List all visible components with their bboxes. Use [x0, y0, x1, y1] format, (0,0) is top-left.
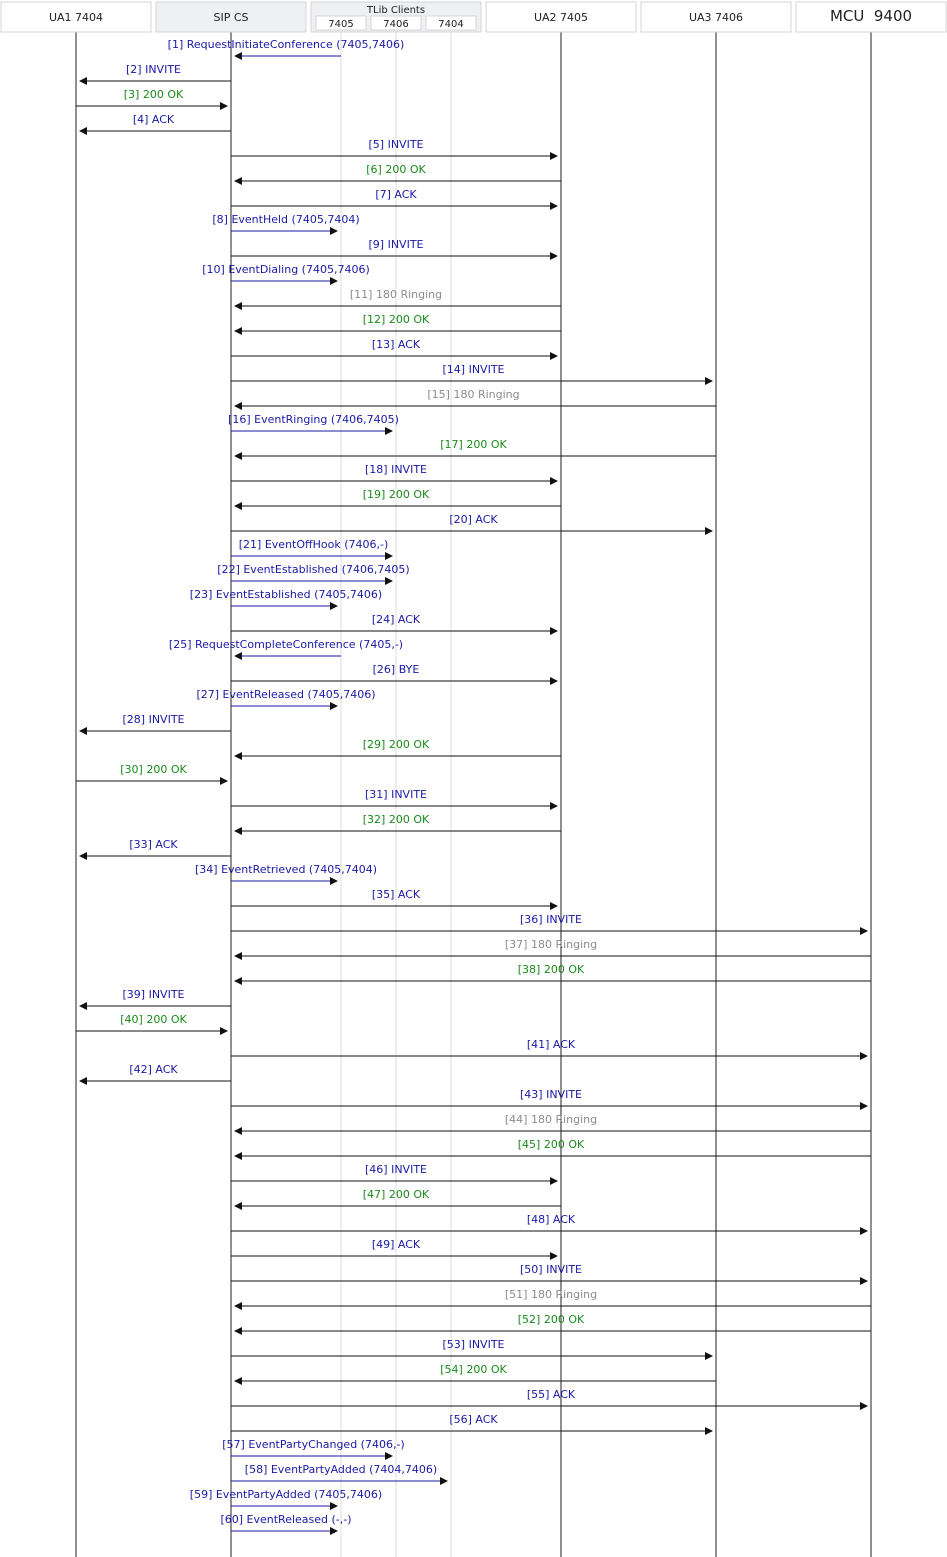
participant-sip-label: SIP CS [213, 11, 249, 24]
message-label: [49] ACK [371, 1238, 421, 1251]
message-40 [76, 1013, 227, 1031]
message-25 [169, 638, 403, 656]
message-label: [16] EventRinging (7406,7405) [228, 413, 399, 426]
message-label: [42] ACK [129, 1063, 178, 1076]
message-11 [235, 288, 561, 306]
message-label: [34] EventRetrieved (7405,7404) [195, 863, 377, 876]
message-5 [231, 138, 557, 156]
message-2 [80, 63, 231, 81]
message-label: [14] INVITE [442, 363, 505, 376]
message-22 [217, 563, 409, 581]
message-15 [235, 388, 716, 406]
participant-tlib-label: TLib Clients [366, 5, 426, 16]
message-label: [60] EventReleased (-,-) [220, 1513, 352, 1526]
message-47 [235, 1188, 561, 1206]
message-49 [231, 1238, 557, 1256]
message-56 [231, 1413, 712, 1431]
message-label: [22] EventEstablished (7406,7405) [217, 563, 410, 576]
message-label: [38] 200 OK [517, 963, 585, 976]
message-51 [235, 1288, 871, 1306]
message-19 [235, 488, 561, 506]
message-label: [26] BYE [372, 663, 420, 676]
participant-ua2 [486, 2, 636, 32]
message-label: [8] EventHeld (7405,7404) [212, 213, 360, 226]
message-4 [80, 113, 231, 131]
message-10 [202, 263, 370, 281]
message-label: [6] 200 OK [366, 163, 426, 176]
message-23 [190, 588, 382, 606]
message-1 [168, 38, 405, 56]
message-30 [76, 763, 227, 781]
message-6 [235, 163, 561, 181]
participant-t7406-label: 7406 [383, 19, 409, 30]
message-label: [37] 180 Ringing [504, 938, 598, 951]
message-label: [58] EventPartyAdded (7404,7406) [244, 1463, 438, 1476]
message-label: [2] INVITE [126, 63, 181, 76]
participant-mcu-label: MCU 9400 [829, 7, 913, 25]
message-3 [76, 88, 227, 106]
message-7 [231, 188, 557, 206]
message-33 [80, 838, 231, 856]
message-58 [231, 1463, 447, 1481]
message-label: [33] ACK [129, 838, 178, 851]
message-12 [235, 313, 561, 331]
message-label: [57] EventPartyChanged (7406,-) [222, 1438, 405, 1451]
message-label: [27] EventReleased (7405,7406) [196, 688, 376, 701]
message-label: [19] 200 OK [362, 488, 430, 501]
message-55 [231, 1388, 867, 1406]
participant-ua3-label: UA3 7406 [688, 11, 744, 24]
message-59 [190, 1488, 382, 1506]
message-label: [1] RequestInitiateConference (7405,7406) [167, 38, 405, 51]
message-label: [35] ACK [371, 888, 421, 901]
message-label: [30] 200 OK [120, 763, 187, 776]
participant-t7404-label: 7404 [438, 19, 464, 30]
message-52 [235, 1313, 871, 1331]
message-38 [235, 963, 871, 981]
participant-ua3 [641, 2, 791, 32]
message-label: [28] INVITE [122, 713, 185, 726]
message-36 [231, 913, 867, 931]
message-8 [212, 213, 359, 231]
message-21 [231, 538, 392, 556]
participant-t7405-label: 7405 [328, 19, 354, 30]
message-48 [231, 1213, 867, 1231]
message-60 [220, 1513, 351, 1531]
message-label: [31] INVITE [365, 788, 427, 801]
message-label: [45] 200 OK [517, 1138, 585, 1151]
message-label: [56] ACK [449, 1413, 498, 1426]
message-label: [48] ACK [526, 1213, 576, 1226]
message-16 [228, 413, 399, 431]
message-34 [195, 863, 377, 881]
message-9 [231, 238, 557, 256]
message-label: [51] 180 Ringing [504, 1288, 598, 1301]
message-28 [80, 713, 231, 731]
message-label: [21] EventOffHook (7406,-) [238, 538, 389, 551]
message-53 [231, 1338, 712, 1356]
message-45 [235, 1138, 871, 1156]
message-label: [4] ACK [132, 113, 175, 126]
message-29 [235, 738, 561, 756]
message-54 [235, 1363, 716, 1381]
message-label: [44] 180 Ringing [504, 1113, 598, 1126]
message-32 [235, 813, 561, 831]
message-label: [55] ACK [526, 1388, 576, 1401]
message-label: [32] 200 OK [362, 813, 430, 826]
message-26 [231, 663, 557, 681]
message-44 [235, 1113, 871, 1131]
message-label: [15] 180 Ringing [427, 388, 520, 401]
participant-sip [156, 2, 306, 32]
message-18 [231, 463, 557, 481]
message-label: [52] 200 OK [517, 1313, 585, 1326]
message-24 [231, 613, 557, 631]
message-label: [50] INVITE [520, 1263, 582, 1276]
message-label: [25] RequestCompleteConference (7405,-) [168, 638, 404, 651]
participant-ua2-label: UA2 7405 [533, 11, 589, 24]
participant-mcu [796, 2, 946, 32]
participant-ua1 [1, 2, 151, 32]
message-39 [80, 988, 231, 1006]
message-label: [20] ACK [449, 513, 498, 526]
message-label: [3] 200 OK [123, 88, 184, 101]
message-label: [54] 200 OK [440, 1363, 507, 1376]
message-label: [13] ACK [371, 338, 421, 351]
participant-ua1-label: UA1 7404 [48, 11, 104, 24]
message-17 [235, 438, 716, 456]
message-37 [235, 938, 871, 956]
message-27 [196, 688, 375, 706]
message-label: [12] 200 OK [362, 313, 430, 326]
message-label: [46] INVITE [365, 1163, 427, 1176]
message-label: [47] 200 OK [362, 1188, 430, 1201]
message-label: [9] INVITE [368, 238, 424, 251]
message-label: [10] EventDialing (7405,7406) [202, 263, 370, 276]
message-31 [231, 788, 557, 806]
message-20 [231, 513, 712, 531]
participant-headers [1, 2, 946, 32]
message-57 [222, 1438, 404, 1456]
message-14 [231, 363, 712, 381]
message-label: [5] INVITE [368, 138, 424, 151]
participant-tlib [311, 2, 481, 32]
message-35 [231, 888, 557, 906]
message-42 [80, 1063, 231, 1081]
message-label: [59] EventPartyAdded (7405,7406) [189, 1488, 383, 1501]
message-50 [231, 1263, 867, 1281]
message-label: [43] INVITE [520, 1088, 582, 1101]
message-41 [231, 1038, 867, 1056]
message-label: [41] ACK [526, 1038, 576, 1051]
message-46 [231, 1163, 557, 1181]
message-label: [24] ACK [371, 613, 421, 626]
messages [76, 38, 871, 1531]
message-43 [231, 1088, 867, 1106]
message-label: [11] 180 Ringing [349, 288, 443, 301]
message-13 [231, 338, 557, 356]
message-label: [29] 200 OK [362, 738, 430, 751]
message-label: [7] ACK [375, 188, 417, 201]
message-label: [39] INVITE [122, 988, 185, 1001]
lifelines [76, 32, 871, 1557]
message-label: [36] INVITE [520, 913, 582, 926]
message-label: [23] EventEstablished (7405,7406) [189, 588, 383, 601]
message-label: [40] 200 OK [120, 1013, 187, 1026]
message-label: [17] 200 OK [440, 438, 507, 451]
message-label: [53] INVITE [442, 1338, 505, 1351]
message-label: [18] INVITE [365, 463, 427, 476]
